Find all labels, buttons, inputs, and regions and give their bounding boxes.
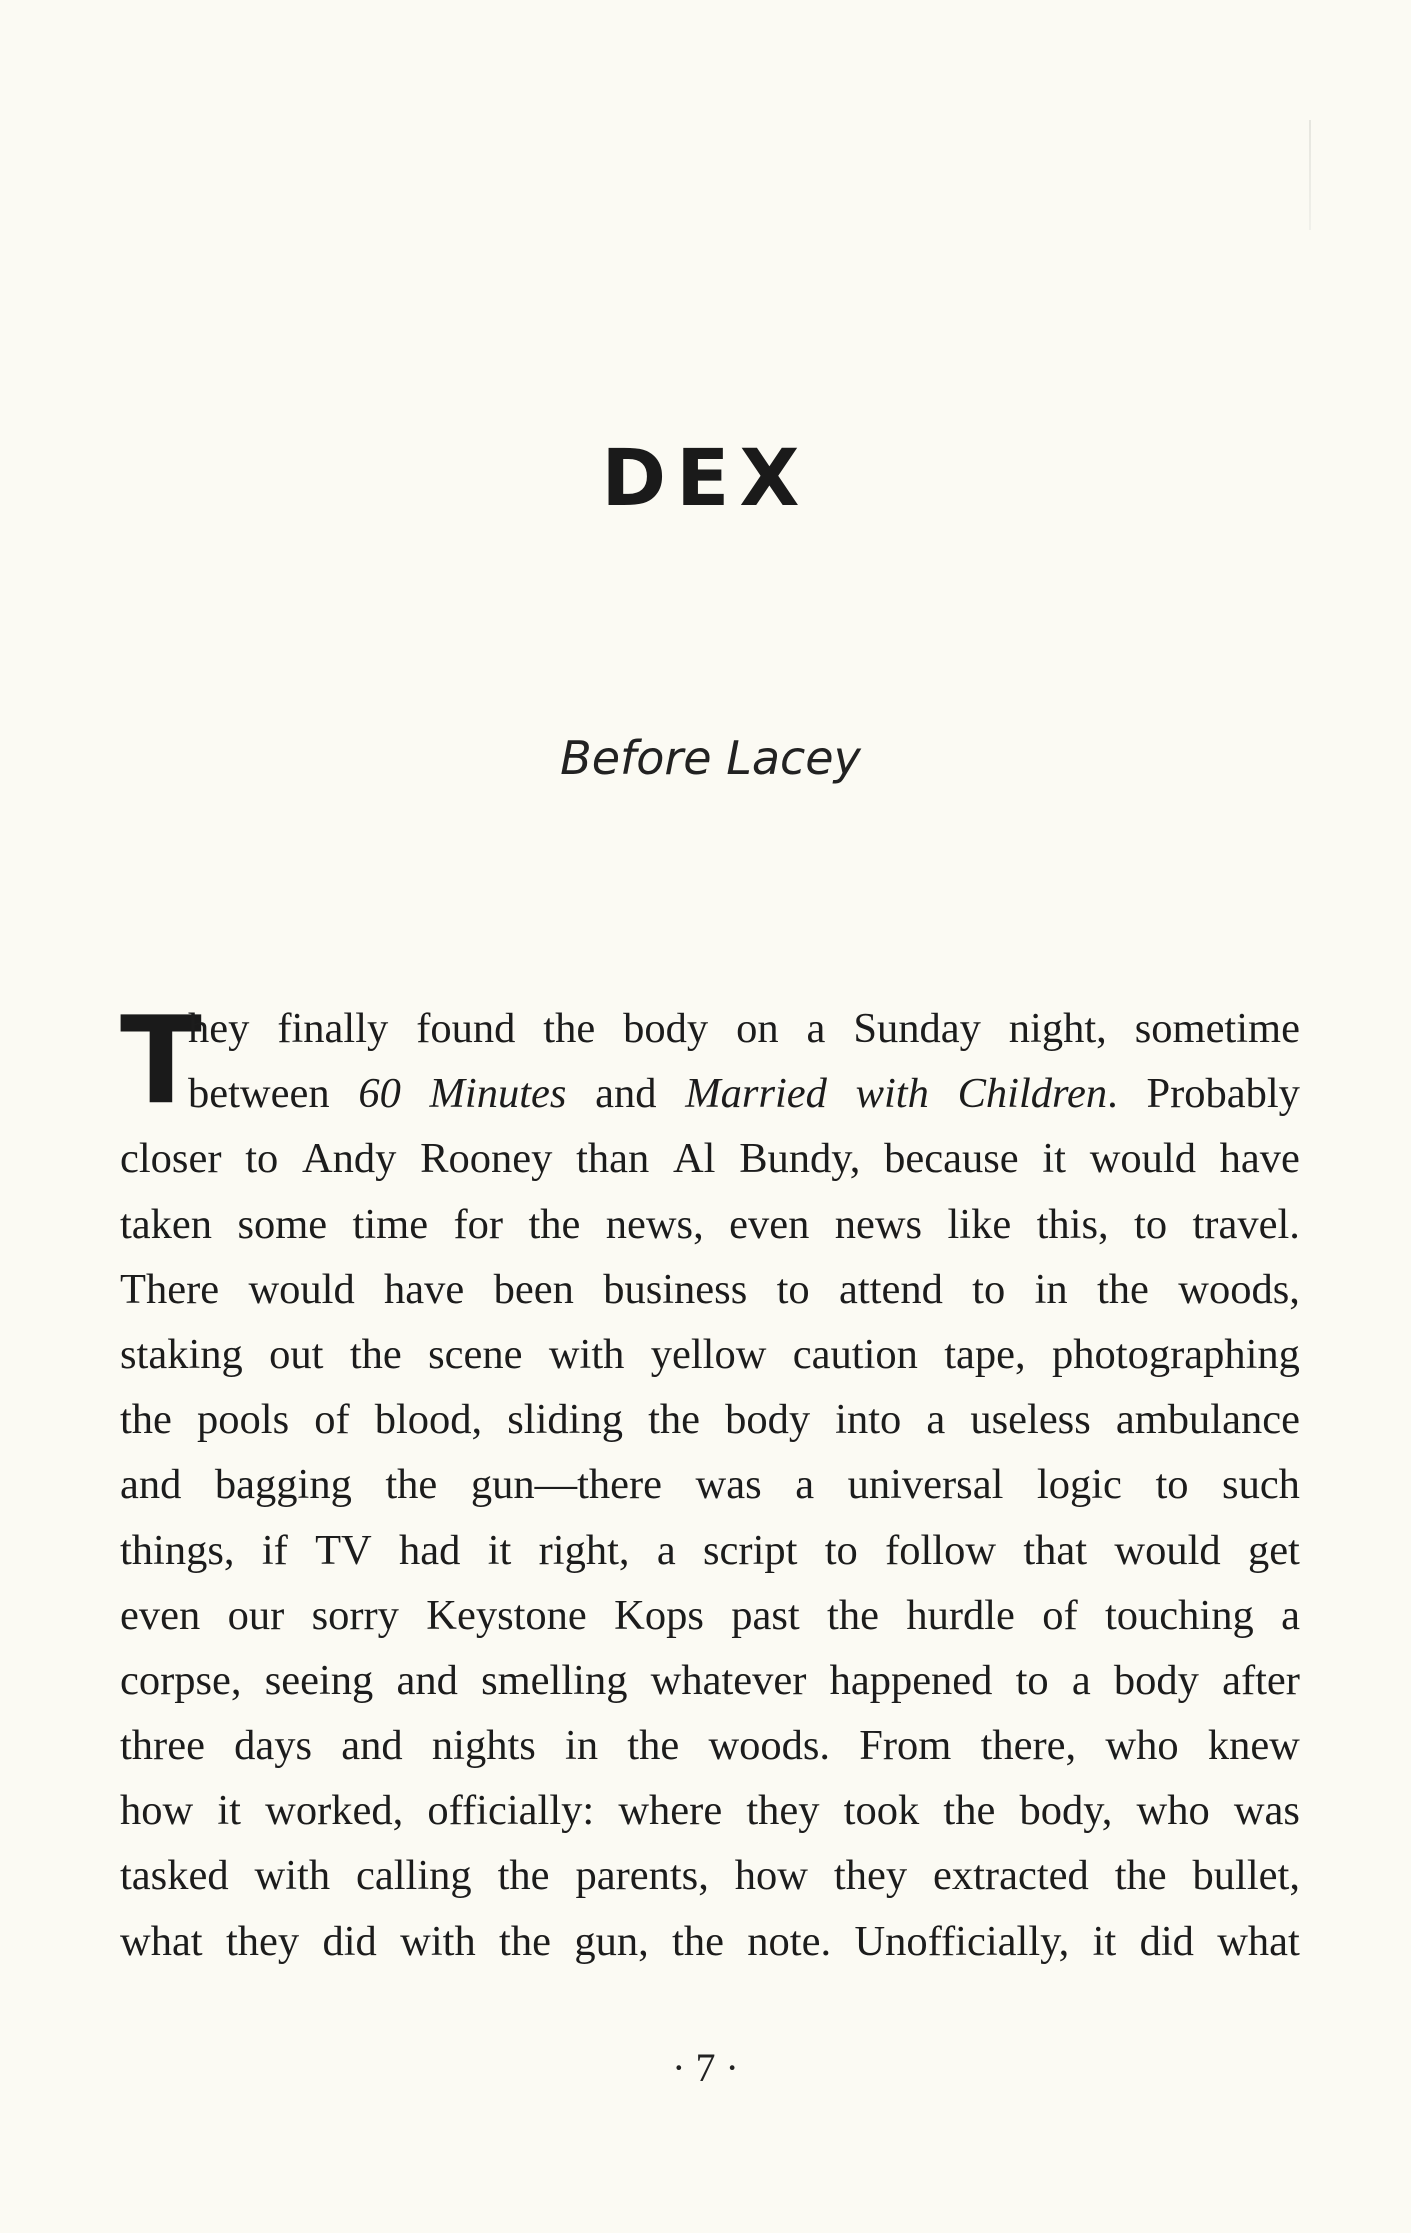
word: universal <box>847 1461 1004 1509</box>
word: yellow <box>650 1330 767 1378</box>
word: things, <box>120 1526 235 1574</box>
text-line <box>120 1322 1300 1387</box>
word: Kops <box>614 1591 704 1639</box>
text-line <box>120 996 1300 1061</box>
word: From <box>859 1722 952 1770</box>
word: blood, <box>374 1396 483 1444</box>
word: 60 <box>358 1070 401 1118</box>
word: the <box>1096 1265 1149 1313</box>
word: touching <box>1104 1591 1254 1639</box>
word: worked, <box>265 1787 404 1835</box>
word: whatever <box>650 1656 807 1704</box>
text-line <box>120 1257 1300 1322</box>
text-line <box>120 1778 1300 1843</box>
word: a <box>1281 1591 1300 1639</box>
word: Sunday <box>853 1005 981 1052</box>
word: a <box>1071 1656 1091 1704</box>
word: days <box>234 1722 313 1770</box>
text-line <box>120 1061 1300 1126</box>
word: would <box>1114 1526 1221 1574</box>
word: the <box>627 1722 680 1770</box>
word: after <box>1222 1656 1300 1704</box>
word: night, <box>1008 1005 1107 1052</box>
word: to <box>972 1265 1006 1313</box>
word: useless <box>970 1396 1091 1444</box>
word: taken <box>120 1200 213 1248</box>
word: sliding <box>507 1396 623 1444</box>
word: with <box>400 1917 476 1965</box>
word: had <box>399 1526 461 1574</box>
word: right, <box>538 1526 630 1574</box>
page-number: · 7 · <box>672 2045 739 2090</box>
text-line <box>120 1452 1300 1517</box>
word: the <box>499 1917 551 1965</box>
word: Married <box>685 1070 827 1118</box>
word: gun—there <box>470 1461 663 1509</box>
word: and <box>120 1461 182 1509</box>
word: woods. <box>708 1722 831 1770</box>
word: the <box>349 1330 402 1378</box>
word: bagging <box>214 1461 352 1509</box>
word: body <box>1113 1656 1199 1704</box>
word: note. <box>747 1917 832 1965</box>
word: with <box>254 1852 331 1900</box>
word: found <box>416 1005 516 1052</box>
word: even <box>729 1200 810 1248</box>
word: there, <box>980 1722 1077 1770</box>
word: Minutes <box>429 1070 567 1118</box>
text-line <box>120 1909 1300 1974</box>
word: ambulance <box>1115 1396 1300 1444</box>
word: tape, <box>944 1330 1026 1378</box>
text-line <box>120 1126 1300 1191</box>
word: the <box>648 1396 700 1444</box>
word: this, <box>1036 1200 1109 1248</box>
word: they <box>833 1852 908 1900</box>
text-line <box>120 1843 1300 1908</box>
word: script <box>703 1526 798 1574</box>
word: on <box>736 1005 779 1052</box>
word: closer <box>120 1135 222 1183</box>
word: and <box>396 1656 458 1704</box>
word: than <box>576 1135 650 1183</box>
word: who <box>1136 1787 1210 1835</box>
word: would <box>248 1265 355 1313</box>
word: was <box>1233 1787 1300 1835</box>
word: have <box>384 1265 465 1313</box>
word: to <box>776 1265 810 1313</box>
word: if <box>261 1526 288 1574</box>
word: with <box>855 1070 929 1118</box>
word: business <box>603 1265 748 1313</box>
word: because <box>884 1135 1019 1183</box>
word: Keystone <box>426 1591 587 1639</box>
word: news <box>834 1200 923 1248</box>
word: calling <box>356 1852 472 1900</box>
text-line <box>120 1583 1300 1648</box>
word: have <box>1219 1135 1300 1183</box>
word: in <box>565 1722 599 1770</box>
word: smelling <box>481 1656 628 1704</box>
word: corpse, <box>120 1656 242 1704</box>
word: to <box>1134 1200 1168 1248</box>
word: get <box>1247 1526 1300 1574</box>
word: hurdle <box>906 1591 1015 1639</box>
word: follow <box>885 1526 997 1574</box>
word: the <box>543 1005 596 1052</box>
word: Probably <box>1146 1070 1300 1118</box>
text-line <box>120 1387 1300 1452</box>
body-paragraph <box>120 992 1300 1974</box>
word: bullet, <box>1192 1852 1300 1900</box>
text-line <box>120 1648 1300 1713</box>
word: staking <box>120 1330 243 1378</box>
word: of <box>1042 1591 1078 1639</box>
word: Unofficially, <box>854 1917 1070 1965</box>
word: a <box>926 1396 946 1444</box>
word: for <box>453 1200 504 1248</box>
word: they <box>746 1787 820 1835</box>
word: finally <box>277 1005 389 1052</box>
word: Bundy, <box>739 1135 861 1183</box>
word: would <box>1089 1135 1196 1183</box>
word: a <box>806 1005 826 1052</box>
word: the <box>120 1396 172 1444</box>
word: officially: <box>427 1787 595 1835</box>
chapter-subtitle: Before Lacey <box>560 731 861 785</box>
word: to <box>1155 1461 1189 1509</box>
word: it <box>1042 1135 1066 1183</box>
word: caution <box>792 1330 918 1378</box>
word: the <box>943 1787 996 1835</box>
word: hey <box>188 1005 250 1052</box>
word: and <box>341 1722 403 1770</box>
word: our <box>227 1591 285 1639</box>
word: between <box>188 1070 330 1118</box>
word: how <box>120 1787 194 1835</box>
word: into <box>835 1396 902 1444</box>
word: happened <box>829 1656 993 1704</box>
word: gun, <box>574 1917 649 1965</box>
word: in <box>1034 1265 1068 1313</box>
chapter-title: DEX <box>601 434 810 524</box>
word: the <box>672 1917 724 1965</box>
word: nights <box>431 1722 536 1770</box>
word: what <box>1217 1917 1300 1965</box>
word: Rooney <box>420 1135 553 1183</box>
word: it <box>1092 1917 1117 1965</box>
word: body, <box>1019 1787 1113 1835</box>
word: extracted <box>933 1852 1089 1900</box>
word: Children. <box>957 1070 1118 1118</box>
word: woods, <box>1178 1265 1300 1313</box>
word: the <box>528 1200 581 1248</box>
word: of <box>314 1396 350 1444</box>
word: did <box>322 1917 377 1965</box>
word: Al <box>672 1135 716 1183</box>
word: sometime <box>1134 1005 1300 1052</box>
word: did <box>1139 1917 1194 1965</box>
word: to <box>245 1135 279 1183</box>
word: pools <box>197 1396 290 1444</box>
word: tasked <box>120 1852 229 1900</box>
word: parents, <box>575 1852 709 1900</box>
word: travel. <box>1192 1200 1300 1248</box>
word: it <box>487 1526 512 1574</box>
word: to <box>824 1526 858 1574</box>
text-line <box>120 1518 1300 1583</box>
word: seeing <box>264 1656 374 1704</box>
word: past <box>731 1591 800 1639</box>
word: how <box>734 1852 808 1900</box>
word: out <box>269 1330 324 1378</box>
drop-cap: T <box>120 992 202 1131</box>
word: photographing <box>1052 1330 1300 1378</box>
word: a <box>656 1526 676 1574</box>
word: the <box>1114 1852 1167 1900</box>
word: like <box>947 1200 1012 1248</box>
word: what <box>120 1917 203 1965</box>
word: who <box>1105 1722 1179 1770</box>
word: time <box>352 1200 429 1248</box>
word: logic <box>1036 1461 1122 1509</box>
word: TV <box>315 1526 372 1574</box>
word: three <box>120 1722 205 1770</box>
word: sorry <box>311 1591 399 1639</box>
word: that <box>1023 1526 1088 1574</box>
word: Andy <box>301 1135 397 1183</box>
word: knew <box>1207 1722 1300 1770</box>
word: a <box>795 1461 815 1509</box>
word: scene <box>428 1330 523 1378</box>
word: such <box>1222 1461 1300 1509</box>
word: with <box>548 1330 625 1378</box>
word: news, <box>605 1200 704 1248</box>
text-line <box>120 1192 1300 1257</box>
scan-artifact <box>1309 120 1311 230</box>
word: where <box>618 1787 723 1835</box>
word: the <box>385 1461 438 1509</box>
word: they <box>225 1917 300 1965</box>
word: the <box>497 1852 550 1900</box>
word: even <box>120 1591 201 1639</box>
word: body <box>725 1396 811 1444</box>
text-line <box>120 1713 1300 1778</box>
word: the <box>827 1591 879 1639</box>
word: There <box>120 1265 220 1313</box>
word: and <box>595 1070 657 1118</box>
word: was <box>695 1461 762 1509</box>
word: attend <box>838 1265 943 1313</box>
word: to <box>1015 1656 1049 1704</box>
word: body <box>623 1005 709 1052</box>
word: it <box>217 1787 241 1835</box>
word: been <box>493 1265 574 1313</box>
word: took <box>843 1787 920 1835</box>
word: some <box>237 1200 328 1248</box>
